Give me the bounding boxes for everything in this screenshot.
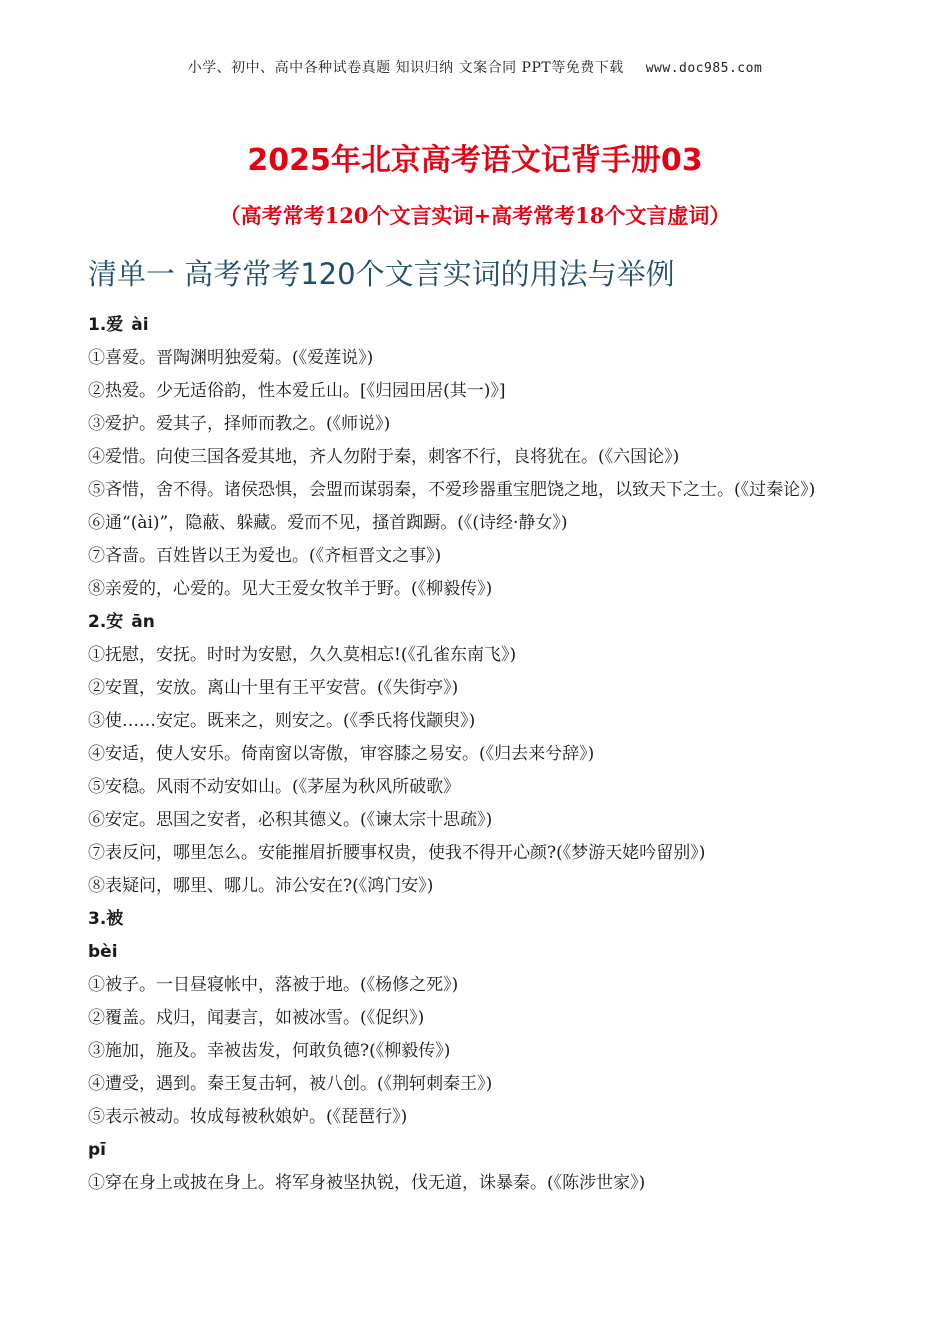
entry-word: 1.爱 (88, 315, 124, 335)
page-header (0, 57, 950, 77)
definition-item: ②热爱。少无适俗韵，性本爱丘山。[《归园田居(其一)》] (88, 381, 506, 401)
entry-word: 3.被 (88, 909, 124, 929)
definition-item: ⑧亲爱的，心爱的。见大王爱女牧羊于野。(《柳毅传》) (88, 579, 493, 599)
entry-pinyin: ài (131, 315, 149, 335)
definition-item: ⑤吝惜，舍不得。诸侯恐惧，会盟而谋弱秦，不爱珍器重宝肥饶之地，以致天下之士。(《过秦论》) (88, 480, 816, 500)
entry-head (88, 606, 868, 639)
definition-item: ④安适，使人安乐。倚南窗以寄傲，审容膝之易安。(《归去来兮辞》) (88, 744, 595, 764)
reading-pinyin: pī (88, 1140, 106, 1160)
definition-item: ①喜爱。晋陶渊明独爱菊。(《爱莲说》) (88, 348, 374, 368)
definition-item: ④爱惜。向使三国各爱其地，齐人勿附于秦，刺客不行，良将犹在。(《六国论》) (88, 447, 680, 467)
definition-item: ⑤安稳。风雨不动安如山。(《茅屋为秋风所破歌》 (88, 777, 461, 797)
definition-item: ②安置，安放。离山十里有王平安营。(《失街亭》) (88, 678, 459, 698)
entry-an (88, 606, 868, 903)
definition-item: ③爱护。爱其子，择师而教之。(《师说》) (88, 414, 391, 434)
definition-item: ①被子。一日昼寝帐中，落被于地。(《杨修之死》) (88, 975, 459, 995)
definition-item: ⑥通“(ài)”，隐蔽、躲藏。爱而不见，搔首踟蹰。(《(诗经·静女》) (88, 513, 568, 533)
definition-item: ②覆盖。戍归，闻妻言，如被冰雪。(《促织》) (88, 1008, 425, 1028)
header-site: www.doc985.com (645, 61, 763, 76)
entry-word: 2.安 (88, 612, 124, 632)
definition-item: ③施加，施及。幸被齿发，何敢负德?(《柳毅传》) (88, 1041, 451, 1061)
document-subtitle: （高考常考120个文言实词+高考常考18个文言虚词） (219, 203, 731, 228)
entry-head (88, 309, 868, 342)
header-text: 小学、初中、高中各种试卷真题 知识归纳 文案合同 PPT等免费下载 (187, 60, 624, 76)
section-heading: 清单一 高考常考120个文言实词的用法与举例 (88, 257, 675, 291)
entry-ai (88, 309, 868, 606)
entry-bei (88, 903, 868, 1200)
definition-item: ⑦吝啬。百姓皆以王为爱也。(《齐桓晋文之事》) (88, 546, 442, 566)
definition-item: ①抚慰，安抚。时时为安慰，久久莫相忘!(《孔雀东南飞》) (88, 645, 517, 665)
entries-list (88, 309, 868, 1200)
reading-pinyin: bèi (88, 942, 118, 962)
definition-item: ⑦表反问，哪里怎么。安能摧眉折腰事权贵，使我不得开心颜?(《梦游天姥吟留别》) (88, 843, 706, 863)
entry-pinyin: ān (131, 612, 155, 632)
document-title: 2025年北京高考语文记背手册03 (247, 143, 703, 178)
definition-item: ⑧表疑问，哪里、哪儿。沛公安在?(《鸿门安》) (88, 876, 434, 896)
definition-item: ⑤表示被动。妆成每被秋娘妒。(《琵琶行》) (88, 1107, 408, 1127)
definition-item: ⑥安定。思国之安者，必积其德义。(《谏太宗十思疏》) (88, 810, 493, 830)
entry-head (88, 903, 868, 936)
definition-item: ④遭受，遇到。秦王复击轲，被八创。(《荆轲刺秦王》) (88, 1074, 493, 1094)
definition-item: ①穿在身上或披在身上。将军身被坚执锐，伐无道，诛暴秦。(《陈涉世家》) (88, 1173, 646, 1193)
definition-item: ③使……安定。既来之，则安之。(《季氏将伐颛臾》) (88, 711, 476, 731)
